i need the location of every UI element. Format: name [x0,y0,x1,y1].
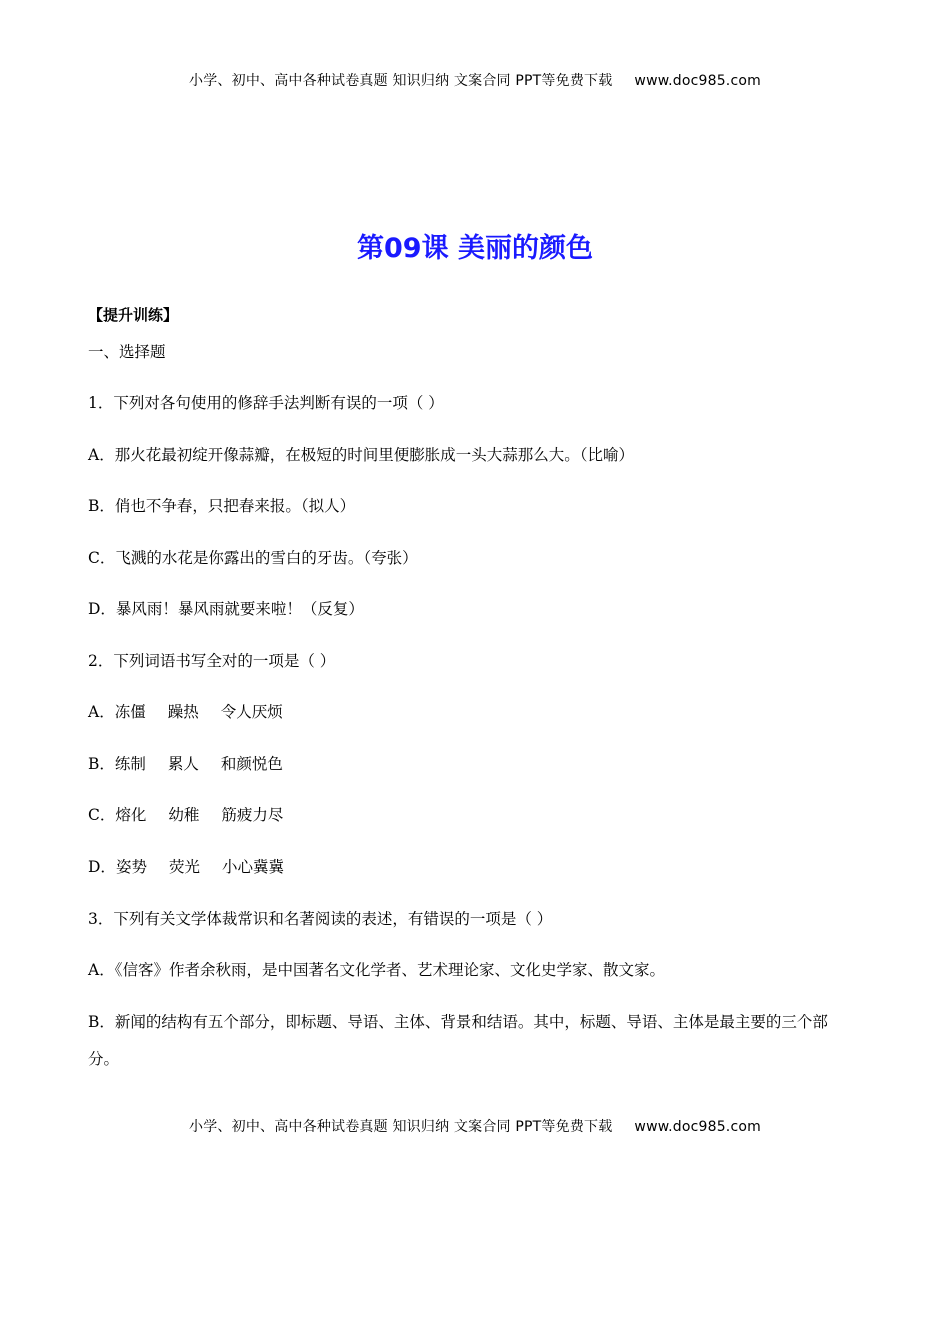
option-label: B． [88,755,115,773]
option-item: A．《信客》作者余秋雨，是中国著名文化学者、艺术理论家、文化史学家、散文家。 [88,961,665,979]
option-word: 小心冀冀 [221,858,284,876]
option-item [88,805,283,825]
option-item: B．俏也不争春，只把春来报。（拟人） [88,497,356,515]
option-label: C． [88,806,116,824]
option-item: B．新闻的结构有五个部分，即标题、导语、主体、背景和结语。其中，标题、导语、主体是最主要的三个部分。 [88,1013,828,1068]
question-stem: 1．下列对各句使用的修辞手法判断有误的一项（ ） [88,394,444,412]
option-item: C．飞溅的水花是你露出的雪白的牙齿。（夸张） [88,549,418,567]
option-item [88,702,283,722]
page-title: 第09课 美丽的颜色 [357,233,593,264]
option-word: 累人 [167,755,199,773]
footer-url[interactable]: www.doc985.com [634,1119,761,1135]
question-stem: 2．下列词语书写全对的一项是（ ） [88,652,336,670]
option-word: 令人厌烦 [220,703,283,721]
option-word: 练制 [114,755,146,773]
option-label: D． [88,858,116,876]
option-word: 筋疲力尽 [221,806,284,824]
option-word: 躁热 [167,703,199,721]
option-word: 姿势 [115,858,147,876]
option-word: 幼稚 [168,806,200,824]
header-text: 小学、初中、高中各种试卷真题 知识归纳 文案合同 PPT等免费下载 [189,73,613,89]
option-word: 和颜悦色 [220,755,283,773]
footer-text: 小学、初中、高中各种试卷真题 知识归纳 文案合同 PPT等免费下载 [189,1119,613,1135]
section-heading: 一、选择题 [88,343,166,361]
option-item: D．暴风雨！暴风雨就要来啦！（反复） [88,600,364,618]
option-word: 熔化 [115,806,147,824]
option-item: A．那火花最初绽开像蒜瓣，在极短的时间里便膨胀成一头大蒜那么大。（比喻） [88,446,634,464]
option-item [88,857,284,877]
page-footer [0,1116,950,1136]
option-word: 冻僵 [114,703,146,721]
option-word: 荧光 [168,858,200,876]
page-header [0,70,950,90]
option-item [88,754,283,774]
section-label: 【提升训练】 [88,306,179,324]
question-stem: 3．下列有关文学体裁常识和名著阅读的表述，有错误的一项是（ ） [88,910,553,928]
option-label: A． [88,703,115,721]
header-url[interactable]: www.doc985.com [634,73,761,89]
